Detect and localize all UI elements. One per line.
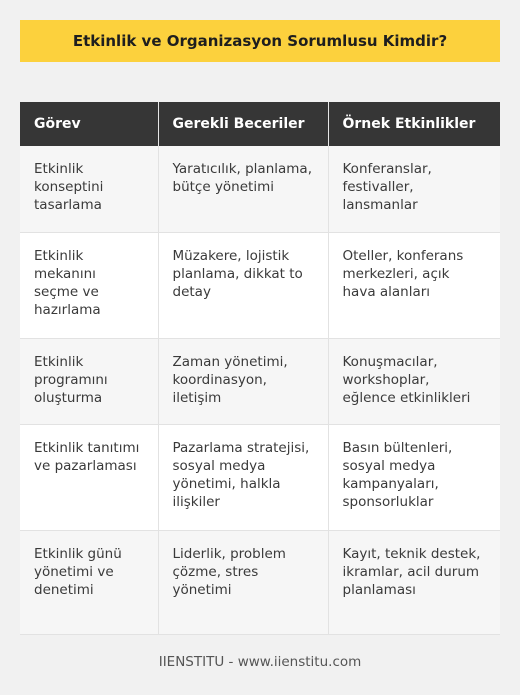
table-cell: Kayıt, teknik destek, ikramlar, acil durum planlaması [328, 530, 500, 634]
info-table [20, 102, 500, 635]
table-cell: Müzakere, lojistik planlama, dikkat to detay [158, 232, 328, 338]
table-cell: Etkinlik mekanını seçme ve hazırlama [20, 232, 158, 338]
table-row [20, 232, 500, 338]
table-row [20, 530, 500, 634]
table-cell: Etkinlik programını oluşturma [20, 338, 158, 424]
table-row [20, 338, 500, 424]
table-cell: Yaratıcılık, planlama, bütçe yönetimi [158, 146, 328, 232]
table-cell: Etkinlik günü yönetimi ve denetimi [20, 530, 158, 634]
header-gerekli-beceriler: Gerekli Beceriler [158, 102, 328, 146]
header-gorev: Görev [20, 102, 158, 146]
footer-credit: IIENSTITU - www.iienstitu.com [158, 654, 362, 670]
table-cell: Zaman yönetimi, koordinasyon, iletişim [158, 338, 328, 424]
title-banner [20, 20, 500, 62]
table-cell: Liderlik, problem çözme, stres yönetimi [158, 530, 328, 634]
table-cell: Konferanslar, festivaller, lansmanlar [328, 146, 500, 232]
table-cell: Etkinlik tanıtımı ve pazarlaması [20, 424, 158, 530]
table-row [20, 146, 500, 232]
page-title: Etkinlik ve Organizasyon Sorumlusu Kimdir? [72, 32, 448, 50]
table-cell: Oteller, konferans merkezleri, açık hava alanları [328, 232, 500, 338]
table-cell: Konuşmacılar, workshoplar, eğlence etkinlikleri [328, 338, 500, 424]
table-cell: Pazarlama stratejisi, sosyal medya yönetimi, halkla ilişkiler [158, 424, 328, 530]
table-cell: Etkinlik konseptini tasarlama [20, 146, 158, 232]
table-row [20, 424, 500, 530]
header-ornek-etkinlikler: Örnek Etkinlikler [328, 102, 500, 146]
table-cell: Basın bültenleri, sosyal medya kampanyaları, sponsorluklar [328, 424, 500, 530]
table-header-row [20, 102, 500, 146]
